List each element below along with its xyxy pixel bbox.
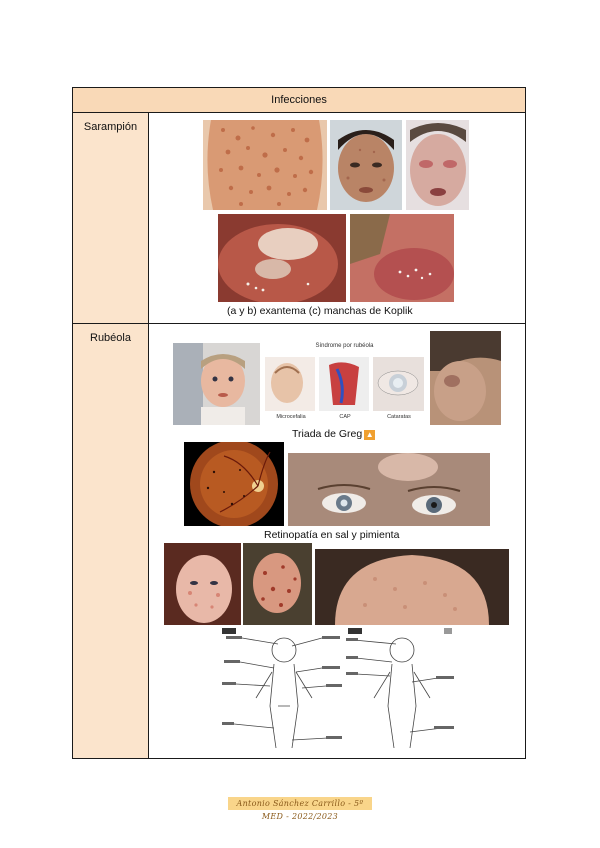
rubella-syndrome-diagram <box>263 341 426 426</box>
koplik-spots-photo-2 <box>350 214 454 302</box>
congenital-rubella-body-diagram-1 <box>222 628 344 752</box>
row-label-sarampion: Sarampión <box>73 113 149 323</box>
measles-conjunctivitis-face-photo <box>406 120 469 210</box>
diagram-label-microcefalia: Microcefalia <box>276 414 306 420</box>
measles-child-face-photo <box>330 120 402 210</box>
warning-icon: ▲ <box>365 430 374 439</box>
salt-pepper-retina-photo <box>184 442 284 526</box>
cataract-eyes-photo <box>288 453 490 526</box>
rubella-rash-face-photo-1 <box>164 543 241 625</box>
diagram-label-cap: CAP <box>339 414 351 420</box>
rubeola-caption-retinopatia: Retinopatía en sal y pimienta <box>264 529 400 541</box>
rubella-neck-photo <box>430 331 501 425</box>
congenital-rubella-body-diagram-2 <box>346 628 456 752</box>
rubeola-caption-greg <box>292 428 375 440</box>
koplik-spots-photo-1 <box>218 214 346 302</box>
footer-author-badge: Antonio Sánchez Carrillo - 5º MED - 2022/2023 <box>228 797 372 810</box>
table-header: Infecciones <box>73 88 525 113</box>
diagram-title: Síndrome por rubéola <box>315 343 374 349</box>
row-label-rubeola: Rubéola <box>73 324 149 758</box>
measles-rash-back-photo <box>203 120 327 210</box>
greg-caption-text: Triada de Greg <box>292 428 363 440</box>
rubella-rash-face-photo-2 <box>243 543 312 625</box>
rubella-baby-photo <box>173 343 260 425</box>
rubella-rash-back-photo <box>315 549 509 625</box>
sarampion-caption: (a y b) exantema (c) manchas de Koplik <box>227 305 413 317</box>
diagram-label-cataratas: Cataratas <box>387 414 411 420</box>
